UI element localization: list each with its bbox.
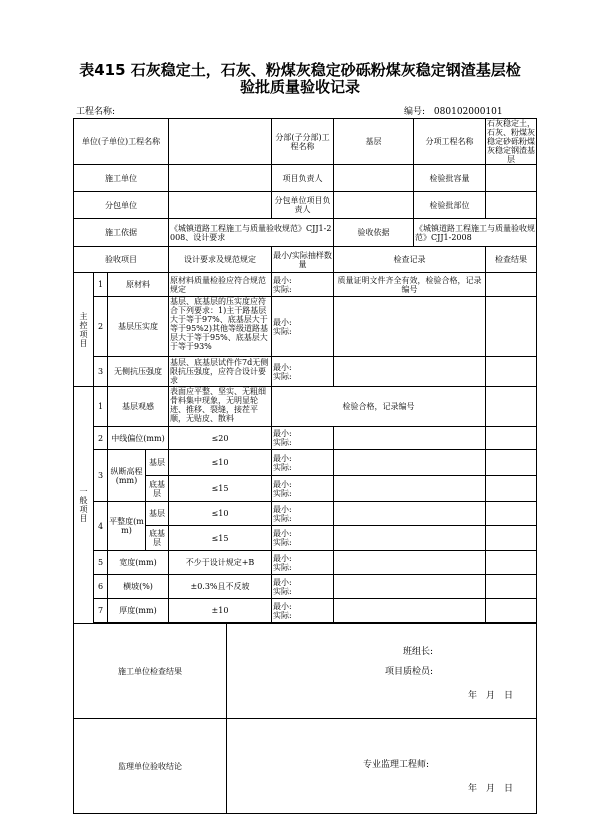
- team-leader-label: 班组长:: [403, 647, 434, 657]
- min-label: 最小:: [273, 453, 292, 463]
- general-item-name: 宽度(mm): [108, 551, 169, 575]
- construction-basis-value[interactable]: 《城镇道路工程施工与质量验收规范》CJJ1-2008、设计要求: [169, 219, 334, 247]
- general-item-result[interactable]: [486, 575, 537, 599]
- main-item-result[interactable]: [486, 273, 537, 297]
- general-item-name: 厚度(mm): [108, 599, 169, 623]
- main-item-record[interactable]: [334, 297, 486, 357]
- main-item-result[interactable]: [486, 297, 537, 357]
- main-item-row-3: [74, 357, 537, 387]
- col-record-header: 检查记录: [334, 247, 486, 273]
- col-result-header: 检查结果: [486, 247, 537, 273]
- min-label: 最小:: [273, 553, 292, 563]
- general-item-result[interactable]: [486, 526, 537, 551]
- min-label: 最小:: [273, 601, 292, 611]
- general-item-no: 4: [94, 502, 108, 551]
- item-project-label: 分项工程名称: [414, 119, 486, 165]
- actual-label: 实际:: [273, 488, 292, 498]
- project-lead-label: 项目负责人: [272, 165, 334, 192]
- main-item-name: 原材料: [108, 273, 169, 297]
- general-item-name: 基层观感: [108, 387, 169, 427]
- main-group-label: 主控项目: [74, 273, 94, 387]
- header-row-basis: [74, 219, 537, 247]
- general-item-row-thickness: [74, 599, 537, 623]
- main-item-no: 2: [94, 297, 108, 357]
- main-item-sample[interactable]: [272, 357, 334, 387]
- col-requirement-header: 设计要求及规范规定: [169, 247, 272, 273]
- general-item-subname: 基层: [146, 450, 169, 476]
- general-item-record[interactable]: [334, 476, 486, 502]
- min-label: 最小:: [273, 577, 292, 587]
- actual-label: 实际:: [273, 562, 292, 572]
- general-item-result[interactable]: [486, 476, 537, 502]
- batch-part-value[interactable]: [486, 192, 537, 219]
- general-item-row-slope: [74, 575, 537, 599]
- general-item-no: 5: [94, 551, 108, 575]
- general-item-row-elevation-base: [74, 450, 537, 476]
- actual-label: 实际:: [273, 538, 292, 547]
- min-label: 最小:: [273, 429, 292, 438]
- general-item-result[interactable]: [486, 599, 537, 623]
- main-item-sample[interactable]: [272, 273, 334, 297]
- general-item-sample[interactable]: [272, 551, 334, 575]
- actual-label: 实际:: [273, 462, 292, 472]
- general-item-requirement: 不少于设计规定+B: [169, 551, 272, 575]
- actual-label: 实际:: [273, 610, 292, 620]
- general-item-no: 3: [94, 450, 108, 502]
- main-item-result[interactable]: [486, 357, 537, 387]
- main-item-requirement: 基层、底基层的压实度应符合下列要求：1)主干路基层大于等于97%、底基层大于等于95%2)其他等级道路基层大于等于95%、底基层大于等于93%: [169, 297, 272, 357]
- sub-project-lead-value[interactable]: [334, 192, 414, 219]
- acceptance-basis-value[interactable]: 《城镇道路工程施工与质量验收规范》CJJ1-2008: [414, 219, 537, 247]
- general-item-result[interactable]: [486, 450, 537, 476]
- general-item-sample[interactable]: [272, 599, 334, 623]
- general-item-record[interactable]: 检验合格，记录编号: [272, 387, 486, 427]
- general-item-requirement: 表面应平整、坚实、无粗细骨料集中现象，无明显轮迹、推移、裂缝，接茬平顺，无贴皮、散料: [169, 387, 272, 427]
- general-item-no: 1: [94, 387, 108, 427]
- main-item-record[interactable]: 质量证明文件齐全有效，检验合格，记录编号: [334, 273, 486, 297]
- sub-project-value[interactable]: 基层: [334, 119, 414, 165]
- main-item-row-2: [74, 297, 537, 357]
- document-title: [60, 62, 540, 96]
- general-item-sample[interactable]: [272, 575, 334, 599]
- general-item-name: 纵断高程(mm): [108, 450, 146, 502]
- general-item-record[interactable]: [334, 450, 486, 476]
- general-item-result[interactable]: [486, 427, 537, 450]
- title-line-2: 验批质量验收记录: [239, 78, 360, 96]
- general-item-name: 平整度(mm): [108, 502, 146, 551]
- subcontractor-value[interactable]: [169, 192, 272, 219]
- project-lead-value[interactable]: [334, 165, 414, 192]
- header-row-contractor: [74, 165, 537, 192]
- sub-project-label: 分部(子分部)工程名称: [272, 119, 334, 165]
- general-item-result[interactable]: [486, 502, 537, 526]
- general-item-sample[interactable]: [272, 450, 334, 476]
- inspection-form-table: [73, 118, 537, 814]
- general-item-result[interactable]: [486, 387, 537, 427]
- supervision-result-label: 监理单位验收结论: [74, 719, 227, 814]
- min-label: 最小:: [273, 529, 292, 538]
- batch-capacity-label: 检验批容量: [414, 165, 486, 192]
- contractor-value[interactable]: [169, 165, 272, 192]
- main-item-record[interactable]: [334, 357, 486, 387]
- main-item-sample[interactable]: [272, 297, 334, 357]
- general-item-record[interactable]: [334, 599, 486, 623]
- general-item-subname: 底基层: [146, 526, 169, 551]
- number-value: 080102000101: [433, 107, 503, 117]
- construction-result-area[interactable]: [227, 624, 537, 719]
- main-item-requirement: 基层、底基层试件作7d无侧限抗压强度，应符合设计要求: [169, 357, 272, 387]
- general-group-label: 一般项目: [74, 387, 94, 624]
- min-label: 最小:: [273, 504, 292, 514]
- unit-project-value[interactable]: [169, 119, 272, 165]
- actual-label: 实际:: [273, 586, 292, 596]
- project-name-label: 工程名称:: [76, 107, 116, 117]
- general-item-record[interactable]: [334, 502, 486, 526]
- general-item-no: 6: [94, 575, 108, 599]
- min-label: 最小:: [273, 479, 292, 489]
- actual-label: 实际:: [273, 284, 292, 294]
- general-item-result[interactable]: [486, 551, 537, 575]
- header-row-unit: [74, 119, 537, 165]
- general-item-record[interactable]: [334, 427, 486, 450]
- general-item-row-centerline: [74, 427, 537, 450]
- unit-project-label: 单位(子单位)工程名称: [74, 119, 169, 165]
- acceptance-basis-label: 验收依据: [334, 219, 414, 247]
- main-item-row-1: [74, 273, 537, 297]
- general-item-row-flatness-base: [74, 502, 537, 526]
- batch-capacity-value[interactable]: [486, 165, 537, 192]
- quality-inspector-label: 项目质检员:: [385, 667, 434, 677]
- general-item-sample[interactable]: [272, 427, 334, 450]
- sub-project-lead-label: 分包单位项目负责人: [272, 192, 334, 219]
- general-item-subname: 基层: [146, 502, 169, 526]
- general-item-name: 横坡(%): [108, 575, 169, 599]
- contractor-label: 施工单位: [74, 165, 169, 192]
- main-item-requirement: 原材料质量检验应符合规范规定: [169, 273, 272, 297]
- general-item-requirement: ±10: [169, 599, 272, 623]
- general-item-row-width: [74, 551, 537, 575]
- general-item-row-appearance: [74, 387, 537, 427]
- general-item-requirement: ≤10: [169, 450, 272, 476]
- actual-label: 实际:: [273, 513, 292, 523]
- general-item-requirement: ≤15: [169, 476, 272, 502]
- general-item-requirement: ±0.3%且不反坡: [169, 575, 272, 599]
- general-item-requirement: ≤15: [169, 526, 272, 551]
- general-item-no: 2: [94, 427, 108, 450]
- subcontractor-label: 分包单位: [74, 192, 169, 219]
- supervision-date-label: 年 月 日: [468, 784, 514, 794]
- item-project-value[interactable]: 石灰稳定土，石灰、粉煤灰稳定砂砾粉煤灰稳定钢渣基层: [487, 119, 535, 164]
- general-item-record[interactable]: [334, 526, 486, 551]
- col-item-header: 验收项目: [74, 247, 169, 273]
- title-line-1: 表415 石灰稳定土，石灰、粉煤灰稳定砂砾粉煤灰稳定钢渣基层检: [79, 61, 521, 79]
- col-sample-header: 最小/实际抽样数量: [272, 247, 334, 273]
- min-label: 最小:: [273, 317, 292, 327]
- supervision-result-area[interactable]: [227, 719, 537, 814]
- construction-date-label: 年 月 日: [468, 691, 514, 701]
- number-field: [404, 104, 503, 117]
- actual-label: 实际:: [273, 371, 292, 381]
- general-item-sample[interactable]: [272, 526, 334, 551]
- construction-result-row: [74, 624, 537, 719]
- number-label: 编号:: [404, 107, 426, 117]
- construction-basis-label: 施工依据: [74, 219, 169, 247]
- actual-label: 实际:: [273, 438, 292, 447]
- general-item-subname: 底基层: [146, 476, 169, 502]
- actual-label: 实际:: [273, 326, 292, 336]
- header-row-subcontractor: [74, 192, 537, 219]
- general-item-no: 7: [94, 599, 108, 623]
- general-item-sample[interactable]: [272, 476, 334, 502]
- main-item-name: 无侧抗压强度: [108, 357, 169, 387]
- general-item-sample[interactable]: [272, 502, 334, 526]
- general-item-record[interactable]: [334, 575, 486, 599]
- general-item-requirement: ≤10: [169, 502, 272, 526]
- main-item-no: 1: [94, 273, 108, 297]
- supervision-engineer-label: 专业监理工程师:: [363, 760, 430, 770]
- general-item-requirement: ≤20: [169, 427, 272, 450]
- general-item-name: 中线偏位(mm): [108, 427, 169, 450]
- column-header-row: [74, 247, 537, 273]
- supervision-result-row: [74, 719, 537, 814]
- construction-result-label: 施工单位检查结果: [74, 624, 227, 719]
- batch-part-label: 检验批部位: [414, 192, 486, 219]
- main-item-no: 3: [94, 357, 108, 387]
- min-label: 最小:: [273, 275, 292, 285]
- min-label: 最小:: [273, 362, 292, 372]
- general-item-record[interactable]: [334, 551, 486, 575]
- main-item-name: 基层压实度: [108, 297, 169, 357]
